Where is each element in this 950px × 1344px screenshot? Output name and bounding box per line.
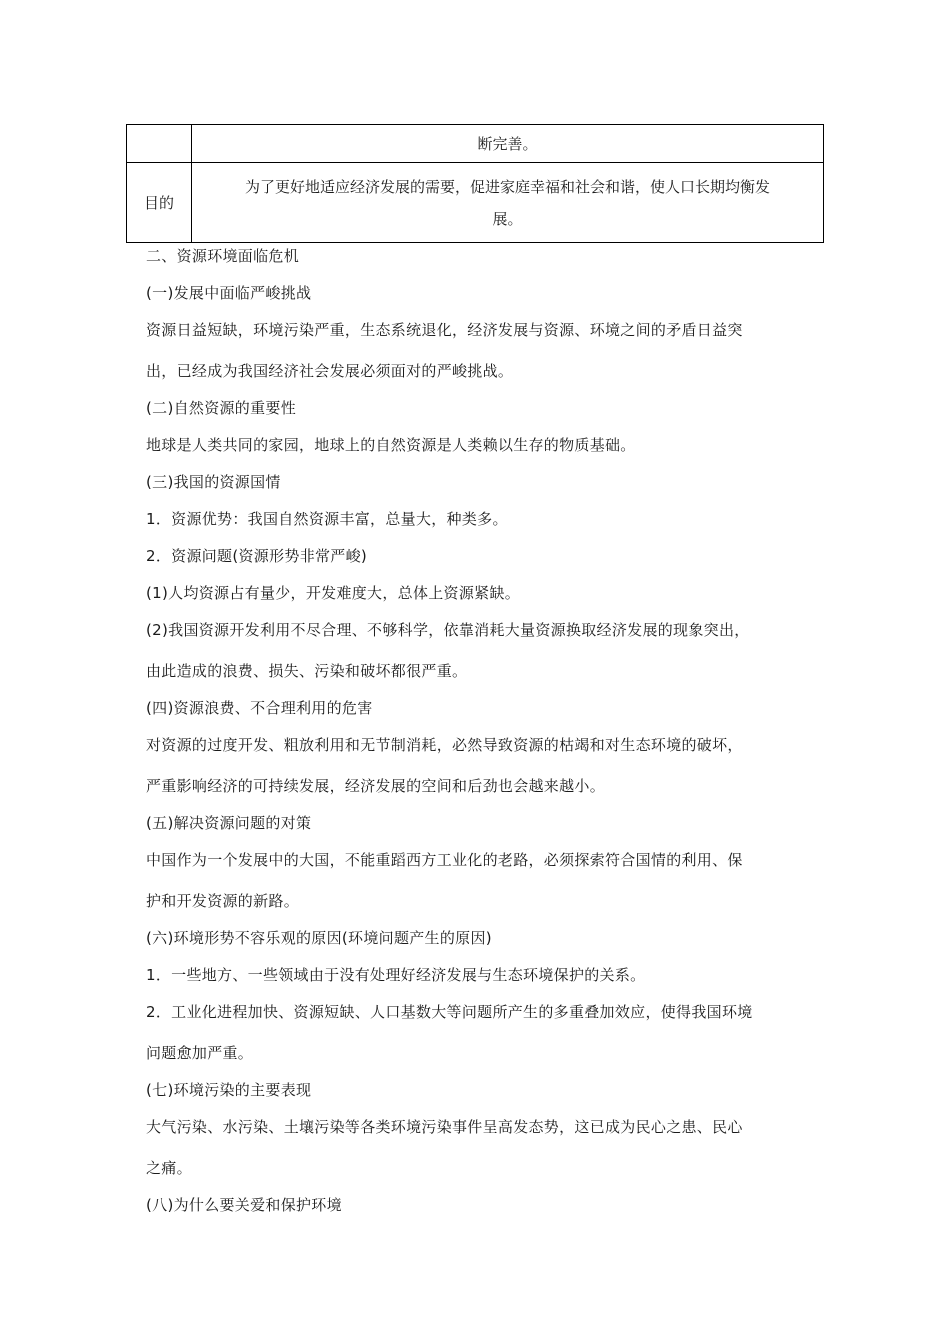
paragraph-line: 资源日益短缺，环境污染严重，生态系统退化，经济发展与资源、环境之间的矛盾日益突 — [146, 321, 743, 339]
list-item: (2)我国资源开发利用不尽合理、不够科学，依靠消耗大量资源换取经济发展的现象突出， — [146, 621, 750, 639]
table-cell-line: 为了更好地适应经济发展的需要，促进家庭幸福和社会和谐，使人口长期均衡发 — [244, 177, 770, 196]
subsection-heading: (四)资源浪费、不合理利用的危害 — [146, 699, 373, 717]
list-item: (1)人均资源占有量少，开发难度大，总体上资源紧缺。 — [146, 584, 521, 602]
subsection-heading: (六)环境形势不容乐观的原因(环境问题产生的原因) — [146, 929, 492, 947]
subsection-heading: (一)发展中面临严峻挑战 — [146, 284, 312, 302]
table-cell-content: 断完善。 — [192, 125, 824, 163]
table-cell-content — [192, 163, 824, 243]
table-row — [127, 125, 824, 163]
list-item: 1．资源优势：我国自然资源丰富，总量大，种类多。 — [146, 510, 508, 528]
table-cell-label — [127, 125, 192, 163]
subsection-heading: (七)环境污染的主要表现 — [146, 1081, 312, 1099]
paragraph-line: 问题愈加严重。 — [146, 1044, 254, 1062]
document-body — [146, 245, 816, 1231]
paragraph-line: 由此造成的浪费、损失、污染和破坏都很严重。 — [146, 662, 468, 680]
table-cell-line: 展。 — [492, 209, 523, 228]
subsection-heading: (八)为什么要关爱和保护环境 — [146, 1196, 342, 1214]
subsection-heading: (三)我国的资源国情 — [146, 473, 281, 491]
paragraph-line: 严重影响经济的可持续发展，经济发展的空间和后劲也会越来越小。 — [146, 777, 606, 795]
section-heading: 二、资源环境面临危机 — [146, 247, 300, 265]
paragraph-line: 护和开发资源的新路。 — [146, 892, 300, 910]
paragraph-line: 对资源的过度开发、粗放利用和无节制消耗，必然导致资源的枯竭和对生态环境的破坏， — [146, 736, 743, 754]
paragraph-line: 地球是人类共同的家园，地球上的自然资源是人类赖以生存的物质基础。 — [146, 436, 636, 454]
subsection-heading: (五)解决资源问题的对策 — [146, 814, 312, 832]
paragraph-line: 之痛。 — [146, 1159, 192, 1177]
table-row — [127, 163, 824, 243]
paragraph-line: 出，已经成为我国经济社会发展必须面对的严峻挑战。 — [146, 362, 514, 380]
purpose-table — [126, 124, 824, 243]
list-item: 1．一些地方、一些领域由于没有处理好经济发展与生态环境保护的关系。 — [146, 966, 646, 984]
table-cell-label: 目的 — [127, 163, 192, 243]
paragraph-line: 大气污染、水污染、土壤污染等各类环境污染事件呈高发态势，这已成为民心之患、民心 — [146, 1118, 743, 1136]
subsection-heading: (二)自然资源的重要性 — [146, 399, 297, 417]
paragraph-line: 中国作为一个发展中的大国，不能重蹈西方工业化的老路，必须探索符合国情的利用、保 — [146, 851, 743, 869]
list-item: 2．资源问题(资源形势非常严峻) — [146, 547, 368, 565]
list-item: 2．工业化进程加快、资源短缺、人口基数大等问题所产生的多重叠加效应，使得我国环境 — [146, 1003, 753, 1021]
